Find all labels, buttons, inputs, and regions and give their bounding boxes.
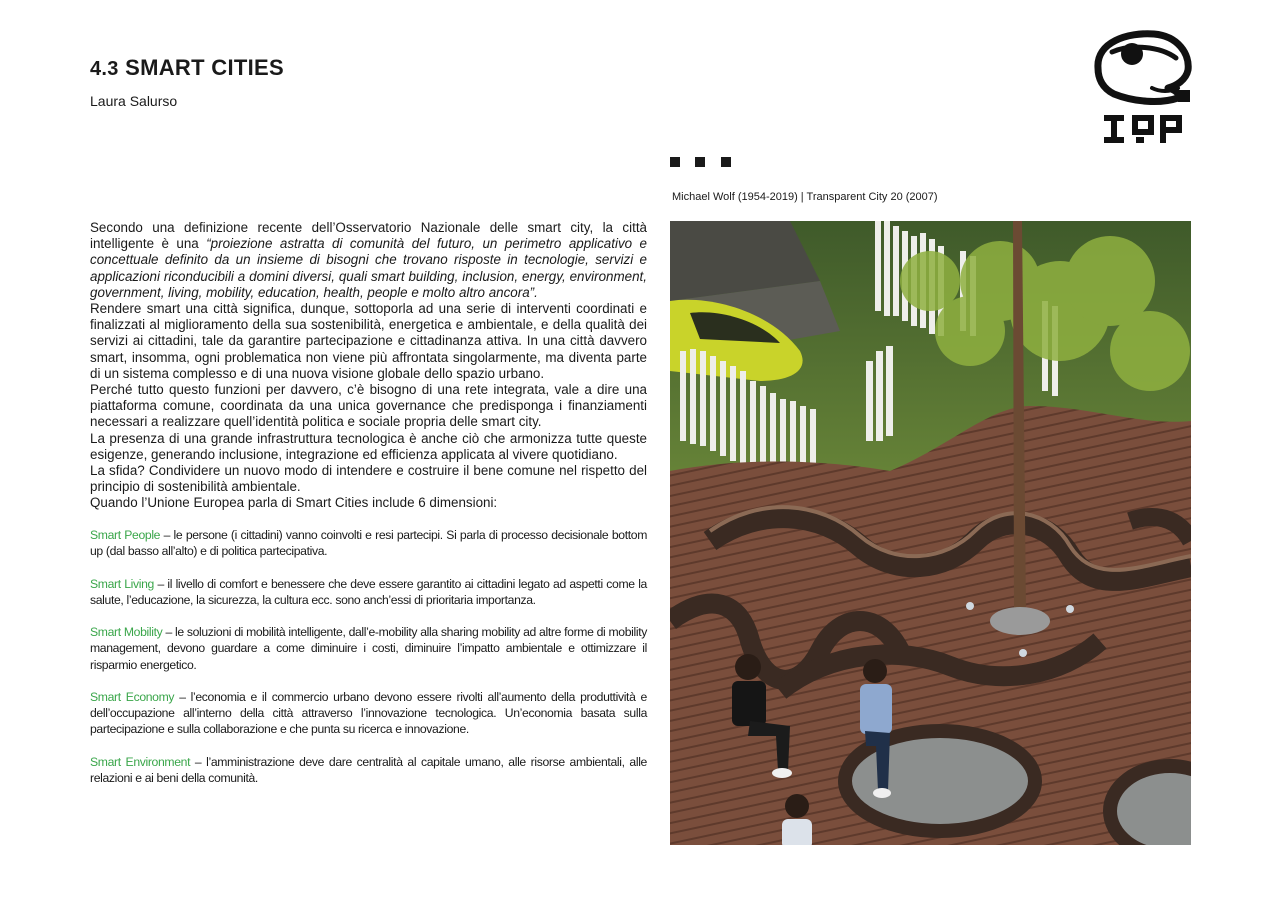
dimension-term: Smart Economy	[90, 689, 175, 704]
smart-city-photo	[670, 221, 1191, 845]
paragraph: Perché tutto questo funzioni per davvero, c’è bisogno di una rete integrata, vale a dire una piattaforma comune, coordinata da una unica governance che predisponga i finanziamenti necessari a realizzare quell’identità politica e sociale propria delle smart city.	[90, 382, 647, 430]
dimensions-list	[90, 527, 647, 802]
eye-logo	[1090, 28, 1192, 146]
dimension-item	[90, 576, 647, 608]
dimension-item	[90, 689, 647, 738]
plaza-illustration	[670, 221, 1191, 845]
intro-quote: “proiezione astratta di comunità del futuro, un perimetro applicativo e concettuale definito da un insieme di bisogni che trovano risposte in tecnologie, servizi e applicazioni riconducibili a domini diversi, quali smart building, inclusion, energy, environment, government, living, mobility, education, health, people e molto altro ancora”.	[90, 236, 647, 300]
intro-lead: Secondo una definizione recente dell’Osservatorio Nazionale delle smart city, la città intelligente è una	[90, 220, 647, 252]
dimension-term: Smart Living	[90, 576, 154, 591]
dimension-item	[90, 527, 647, 559]
section-number: 4.3	[90, 58, 119, 80]
body-text	[90, 220, 647, 512]
dimension-item	[90, 754, 647, 786]
dimension-term: Smart Environment	[90, 754, 191, 769]
dimension-text: – l’economia e il commercio urbano devono essere rivolti all’aumento della produttività e dell’occupazione all’interno della città attraverso l’innovazione tecnologica. Un’economia basata sulla partecipazione e sulla collaborazione e che punta su ricerca e innovazione.	[90, 689, 647, 737]
dimension-item	[90, 624, 647, 673]
dimension-term: Smart People	[90, 528, 161, 542]
dimension-text: – le persone (i cittadini) vanno coinvolti e resi partecipi. Si parla di processo decisionale bottom up (dal basso all’alto) e di politica partecipativa.	[90, 528, 647, 559]
dimension-text: – l’amministrazione deve dare centralità al capitale umano, alle risorse ambientali, alle relazioni e ai beni della comunità.	[90, 754, 647, 785]
paragraph: La sfida? Condividere un nuovo modo di intendere e costruire il bene comune nel rispetto del principio di sostenibilità ambientale.	[90, 463, 647, 495]
square-dot-icon	[695, 157, 705, 167]
paragraph: Rendere smart una città significa, dunque, sottoporla ad una serie di interventi coordinati e finalizzati al miglioramento della sua sostenibilità, energetica e ambientale, e della qualità dei servizi ai cittadini, tale da garantire partecipazione e cittadinanza attiva. In una città davvero smart, insomma, ogni problematica non viene più affrontata singolarmente, ma diventa parte di un sistema complesso e di una nuova visione globale dello spazio urbano.	[90, 301, 647, 381]
dimension-term: Smart Mobility	[90, 625, 163, 640]
square-dot-icon	[670, 157, 680, 167]
paragraph: Quando l’Unione Europea parla di Smart Cities include 6 dimensioni:	[90, 495, 498, 511]
paragraph: La presenza di una grande infrastruttura tecnologica è anche ciò che armonizza tutte queste esigenze, generando inclusione, integrazione ed efficienza applicata al vivere quotidiano.	[90, 430, 647, 462]
page-title	[90, 55, 284, 81]
author-name: Laura Salurso	[90, 93, 178, 109]
title-text: SMART CITIES	[125, 55, 284, 80]
figure-caption: Michael Wolf (1954-2019) | Transparent City 20 (2007)	[672, 191, 938, 203]
square-dot-icon	[721, 157, 731, 167]
dimension-text: – il livello di comfort e benessere che deve essere garantito ai cittadini legato ad aspetti come la salute, l’educazione, la sicurezza, la cultura ecc. sono anch’essi di prioritaria importanza.	[90, 576, 647, 607]
dimension-text: – le soluzioni di mobilità intelligente, dall’e-mobility alla sharing mobility ad altre forme di mobility management, devono guardare a come diminuire i costi, diminuire l’impatto ambientale e ottimizzare il risparmio energetico.	[90, 625, 647, 672]
intro-paragraph	[90, 220, 647, 301]
decorative-dots	[670, 157, 732, 167]
